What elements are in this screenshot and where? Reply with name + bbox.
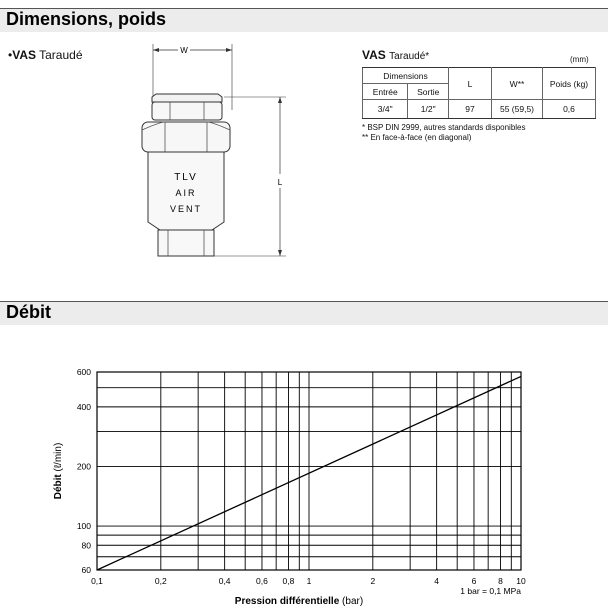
y-tick-label: 600 (76, 367, 91, 377)
y-axis-label-bold: Débit (53, 474, 64, 500)
x-tick-label: 8 (498, 576, 503, 586)
variant-label (8, 48, 83, 62)
y-tick-label: 400 (76, 401, 91, 412)
x-tick-label: 6 (471, 576, 477, 586)
body-text-vent: VENT (169, 204, 203, 214)
y-tick-label: 60 (81, 565, 91, 575)
x-tick-label: 1 (306, 576, 312, 586)
unit-annotation: 1 bar = 0,1 MPa (460, 586, 521, 596)
section-header-dimensions (0, 8, 608, 32)
x-tick-label: 0,8 (282, 576, 295, 586)
air-vent-drawing (120, 40, 300, 270)
cell-width: 55 (59,5) (492, 100, 543, 119)
y-axis-label-unit: (ℓ/min) (53, 442, 64, 475)
x-tick-label: 0,2 (154, 576, 167, 586)
header-inlet: Entrée (363, 84, 408, 100)
length-dimension-label: L (277, 178, 283, 187)
flow-chart (0, 340, 608, 610)
x-tick-label: 0,1 (91, 576, 103, 586)
y-tick-label: 80 (81, 540, 91, 551)
y-tick-label: 100 (76, 521, 91, 532)
cell-inlet: 3/4" (363, 100, 408, 119)
body-text-tlv: TLV (174, 172, 198, 183)
x-axis-label (235, 596, 363, 607)
body-text-air: AIR (175, 188, 197, 198)
variant-model: VAS (12, 48, 36, 62)
x-tick-label: 0,6 (256, 576, 268, 586)
header-length: L (449, 68, 492, 100)
header-width: W** (492, 68, 543, 100)
variant-type: Taraudé (39, 48, 83, 62)
y-axis-label (53, 443, 64, 500)
table-title-type: Taraudé* (389, 51, 430, 62)
x-tick-label: 0,4 (218, 576, 231, 586)
header-dimensions: Dimensions (363, 68, 449, 84)
section-title-dimensions: Dimensions, poids (6, 9, 167, 29)
cell-length: 97 (449, 100, 492, 119)
x-tick-label: 2 (370, 576, 376, 586)
section-title-flow: Débit (6, 302, 51, 322)
table-title (362, 48, 429, 62)
table-note-2: ** En face-à-face (en diagonal) (362, 133, 472, 142)
table-note-1: * BSP DIN 2999, autres standards disponibles (362, 123, 526, 132)
header-weight: Poids (kg) (543, 68, 596, 100)
table-unit: (mm) (570, 55, 589, 64)
header-outlet: Sortie (408, 84, 449, 100)
bullet: • (8, 48, 13, 62)
x-tick-label: 10 (516, 576, 526, 586)
cell-weight: 0,6 (543, 100, 596, 119)
y-tick-label: 200 (76, 461, 91, 472)
section-header-flow (0, 301, 608, 325)
cell-outlet: 1/2" (408, 100, 449, 119)
x-tick-label: 4 (434, 576, 440, 586)
x-axis-label-unit: (bar) (339, 596, 364, 607)
x-axis-label-bold: Pression différentielle (234, 596, 340, 607)
table-title-model: VAS (362, 48, 386, 62)
width-dimension-label: W (180, 46, 188, 55)
dimensions-table (362, 67, 596, 119)
